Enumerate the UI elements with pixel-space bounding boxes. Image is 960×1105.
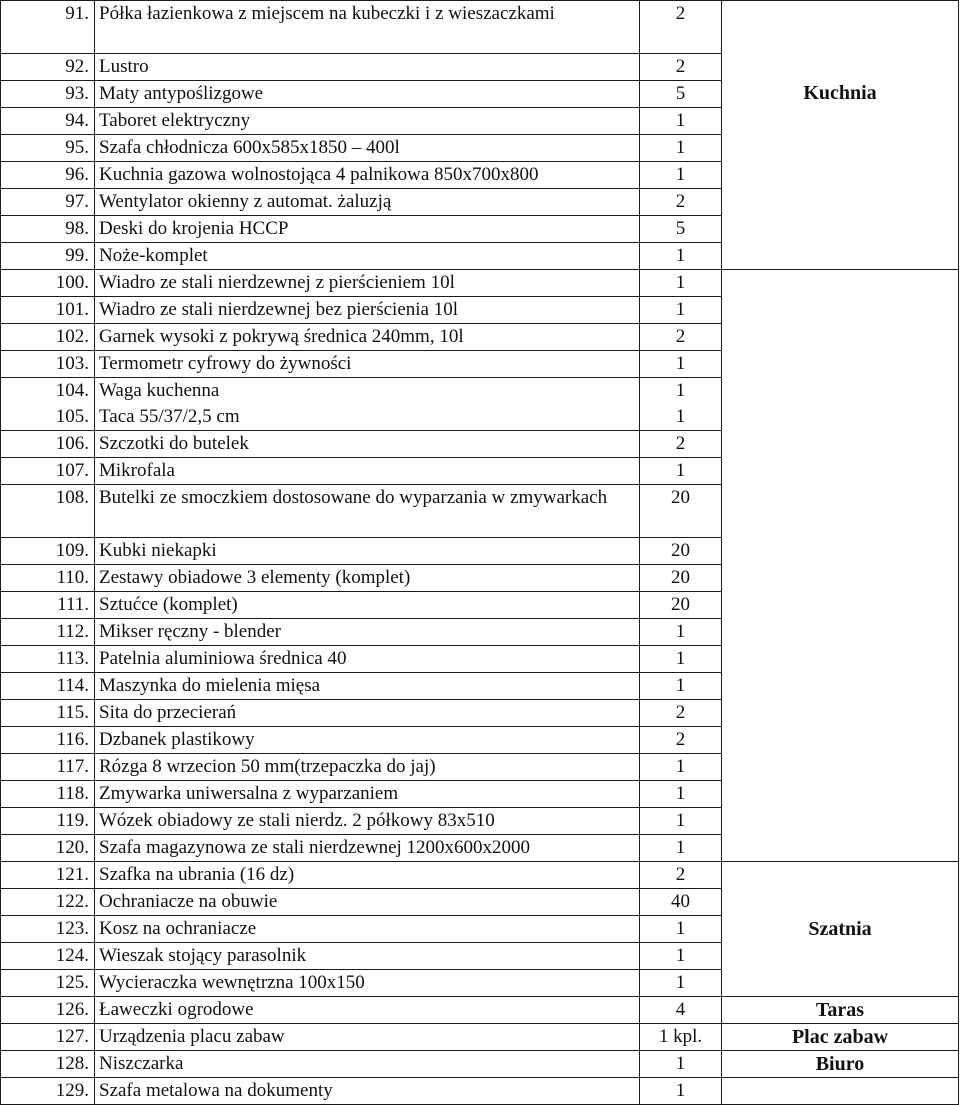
item-number — [1, 970, 95, 997]
item-name: Zmywarka uniwersalna z wyparzaniem — [95, 781, 640, 808]
item-number — [1, 243, 95, 270]
item-number — [1, 916, 95, 943]
item-number-text: 124. — [55, 945, 89, 966]
item-number-text: 109. — [55, 540, 89, 561]
item-name: Szafa chłodnicza 600x585x1850 – 400l — [95, 135, 640, 162]
item-number — [1, 431, 95, 458]
item-number-text: 125. — [55, 972, 89, 993]
item-number-text: 119. — [56, 810, 89, 831]
item-quantity: 1 — [640, 970, 722, 997]
item-quantity: 1 — [640, 108, 722, 135]
item-number — [1, 538, 95, 565]
item-number-text: 107. — [55, 460, 89, 481]
item-quantity: 1 — [640, 916, 722, 943]
item-number-text: 108. — [55, 487, 89, 508]
item-name: Kosz na ochraniacze — [95, 916, 640, 943]
item-number — [1, 619, 95, 646]
item-number-text: 112. — [56, 621, 89, 642]
item-number-text: 101. — [55, 299, 89, 320]
item-number-text: 126. — [55, 999, 89, 1020]
item-name: Mikrofala — [95, 458, 640, 485]
item-quantity: 1 — [640, 754, 722, 781]
item-number — [1, 754, 95, 781]
room-label — [722, 270, 959, 862]
item-number — [1, 808, 95, 835]
item-number-text: 105. — [55, 406, 89, 427]
table-row — [1, 1051, 959, 1078]
item-number — [1, 1024, 95, 1051]
item-number-text: 129. — [55, 1080, 89, 1101]
item-number — [1, 889, 95, 916]
item-number-text: 113. — [56, 648, 89, 669]
room-label: Taras — [722, 997, 959, 1024]
equipment-table-body — [1, 1, 959, 1105]
item-number-text: 110. — [56, 567, 89, 588]
item-number-text: 127. — [55, 1026, 89, 1047]
item-quantity: 2 — [640, 1, 722, 54]
item-quantity: 1 — [640, 1078, 722, 1105]
item-number — [1, 700, 95, 727]
item-number — [1, 485, 95, 538]
item-number — [1, 458, 95, 485]
item-name: Wieszak stojący parasolnik — [95, 943, 640, 970]
item-number — [1, 351, 95, 378]
item-number — [1, 216, 95, 243]
item-number-text: 95. — [65, 137, 89, 158]
item-quantity: 1 — [640, 619, 722, 646]
item-quantity: 2 — [640, 700, 722, 727]
item-number — [1, 108, 95, 135]
item-number-text: 103. — [55, 353, 89, 374]
item-number-text: 102. — [55, 326, 89, 347]
item-quantity: 1 — [640, 1051, 722, 1078]
item-quantity: 1 kpl. — [640, 1024, 722, 1051]
item-quantity: 2 — [640, 862, 722, 889]
table-row — [1, 1078, 959, 1105]
item-number-text: 116. — [56, 729, 89, 750]
item-number-text: 118. — [56, 783, 89, 804]
item-number-text: 92. — [65, 56, 89, 77]
item-quantity: 1 — [640, 297, 722, 324]
item-quantity: 1 — [640, 243, 722, 270]
item-quantity: 2 — [640, 431, 722, 458]
item-number — [1, 592, 95, 619]
item-number — [1, 1051, 95, 1078]
item-number-text: 94. — [65, 110, 89, 131]
item-number — [1, 565, 95, 592]
item-name: Półka łazienkowa z miejscem na kubeczki i z wieszaczkami — [95, 1, 640, 54]
item-number-text: 98. — [65, 218, 89, 239]
item-number — [1, 673, 95, 700]
item-quantity: 2 — [640, 727, 722, 754]
room-label: Biuro — [722, 1051, 959, 1078]
item-name: Noże-komplet — [95, 243, 640, 270]
item-name: Butelki ze smoczkiem dostosowane do wyparzania w zmywarkach — [95, 485, 640, 538]
item-number-text: 100. — [55, 272, 89, 293]
item-number — [1, 1078, 95, 1105]
item-name: Maszynka do mielenia mięsa — [95, 673, 640, 700]
item-name: Niszczarka — [95, 1051, 640, 1078]
item-name: Deski do krojenia HCCP — [95, 216, 640, 243]
table-row — [1, 862, 959, 889]
item-number — [1, 646, 95, 673]
item-quantity: 1 — [640, 808, 722, 835]
item-quantity: 1 — [640, 781, 722, 808]
item-quantity: 40 — [640, 889, 722, 916]
item-number-text: 106. — [55, 433, 89, 454]
item-number — [1, 378, 95, 405]
item-quantity: 1 — [640, 378, 722, 405]
item-name: Wentylator okienny z automat. żaluzją — [95, 189, 640, 216]
item-name: Sztućce (komplet) — [95, 592, 640, 619]
item-number — [1, 943, 95, 970]
item-name: Wiadro ze stali nierdzewnej z pierścieniem 10l — [95, 270, 640, 297]
item-number — [1, 189, 95, 216]
item-quantity: 5 — [640, 216, 722, 243]
item-number-text: 117. — [56, 756, 89, 777]
item-number-text: 115. — [56, 702, 89, 723]
item-number — [1, 862, 95, 889]
item-quantity: 4 — [640, 997, 722, 1024]
room-label: Kuchnia — [722, 1, 959, 270]
item-number — [1, 727, 95, 754]
item-name: Kubki niekapki — [95, 538, 640, 565]
item-quantity: 20 — [640, 565, 722, 592]
item-name: Wycieraczka wewnętrzna 100x150 — [95, 970, 640, 997]
item-number-text: 114. — [56, 675, 89, 696]
item-quantity: 1 — [640, 351, 722, 378]
item-quantity: 1 — [640, 162, 722, 189]
item-name: Lustro — [95, 54, 640, 81]
room-label: Szatnia — [722, 862, 959, 997]
item-quantity: 2 — [640, 324, 722, 351]
item-number-text: 97. — [65, 191, 89, 212]
item-number-text: 123. — [55, 918, 89, 939]
item-number — [1, 997, 95, 1024]
item-quantity: 1 — [640, 270, 722, 297]
item-name: Dzbanek plastikowy — [95, 727, 640, 754]
item-name: Szafa magazynowa ze stali nierdzewnej 1200x600x2000 — [95, 835, 640, 862]
item-name: Sita do przecierań — [95, 700, 640, 727]
item-number-text: 121. — [55, 864, 89, 885]
table-row — [1, 1, 959, 54]
item-name: Rózga 8 wrzecion 50 mm(trzepaczka do jaj) — [95, 754, 640, 781]
item-quantity: 1 — [640, 135, 722, 162]
item-number-text: 91. — [65, 3, 89, 24]
item-name: Kuchnia gazowa wolnostojąca 4 palnikowa 850x700x800 — [95, 162, 640, 189]
room-label: Plac zabaw — [722, 1024, 959, 1051]
item-name: Garnek wysoki z pokrywą średnica 240mm, 10l — [95, 324, 640, 351]
item-number-text: 111. — [57, 594, 89, 615]
item-number-text: 104. — [55, 380, 89, 401]
item-name: Wózek obiadowy ze stali nierdz. 2 półkowy 83x510 — [95, 808, 640, 835]
table-row — [1, 997, 959, 1024]
item-number-text: 128. — [55, 1053, 89, 1074]
item-number — [1, 835, 95, 862]
item-name: Urządzenia placu zabaw — [95, 1024, 640, 1051]
item-quantity: 1 — [640, 673, 722, 700]
item-name: Szczotki do butelek — [95, 431, 640, 458]
room-label — [722, 1078, 959, 1105]
item-number — [1, 324, 95, 351]
item-name: Ławeczki ogrodowe — [95, 997, 640, 1024]
item-number — [1, 162, 95, 189]
item-name: Maty antypoślizgowe — [95, 81, 640, 108]
item-number — [1, 54, 95, 81]
item-name: Szafka na ubrania (16 dz) — [95, 862, 640, 889]
table-row — [1, 1024, 959, 1051]
item-number — [1, 81, 95, 108]
item-quantity: 20 — [640, 592, 722, 619]
table-row — [1, 270, 959, 297]
item-number-text: 120. — [55, 837, 89, 858]
item-number — [1, 297, 95, 324]
item-quantity: 1 — [640, 835, 722, 862]
item-quantity: 2 — [640, 189, 722, 216]
item-number — [1, 1, 95, 54]
item-number-text: 96. — [65, 164, 89, 185]
item-name: Mikser ręczny - blender — [95, 619, 640, 646]
item-name: Termometr cyfrowy do żywności — [95, 351, 640, 378]
item-name: Wiadro ze stali nierdzewnej bez pierścienia 10l — [95, 297, 640, 324]
item-number — [1, 781, 95, 808]
item-name: Waga kuchenna — [95, 378, 640, 405]
item-quantity: 20 — [640, 485, 722, 538]
item-quantity: 1 — [640, 404, 722, 431]
item-name: Zestawy obiadowe 3 elementy (komplet) — [95, 565, 640, 592]
item-quantity: 20 — [640, 538, 722, 565]
item-name: Patelnia aluminiowa średnica 40 — [95, 646, 640, 673]
item-name: Szafa metalowa na dokumenty — [95, 1078, 640, 1105]
item-number-text: 122. — [55, 891, 89, 912]
item-number — [1, 404, 95, 431]
item-quantity: 1 — [640, 646, 722, 673]
item-number — [1, 270, 95, 297]
item-quantity: 5 — [640, 81, 722, 108]
item-name: Ochraniacze na obuwie — [95, 889, 640, 916]
item-number-text: 99. — [65, 245, 89, 266]
item-quantity: 1 — [640, 943, 722, 970]
item-number-text: 93. — [65, 83, 89, 104]
item-quantity: 1 — [640, 458, 722, 485]
item-quantity: 2 — [640, 54, 722, 81]
item-name: Taboret elektryczny — [95, 108, 640, 135]
item-name: Taca 55/37/2,5 cm — [95, 404, 640, 431]
item-number — [1, 135, 95, 162]
